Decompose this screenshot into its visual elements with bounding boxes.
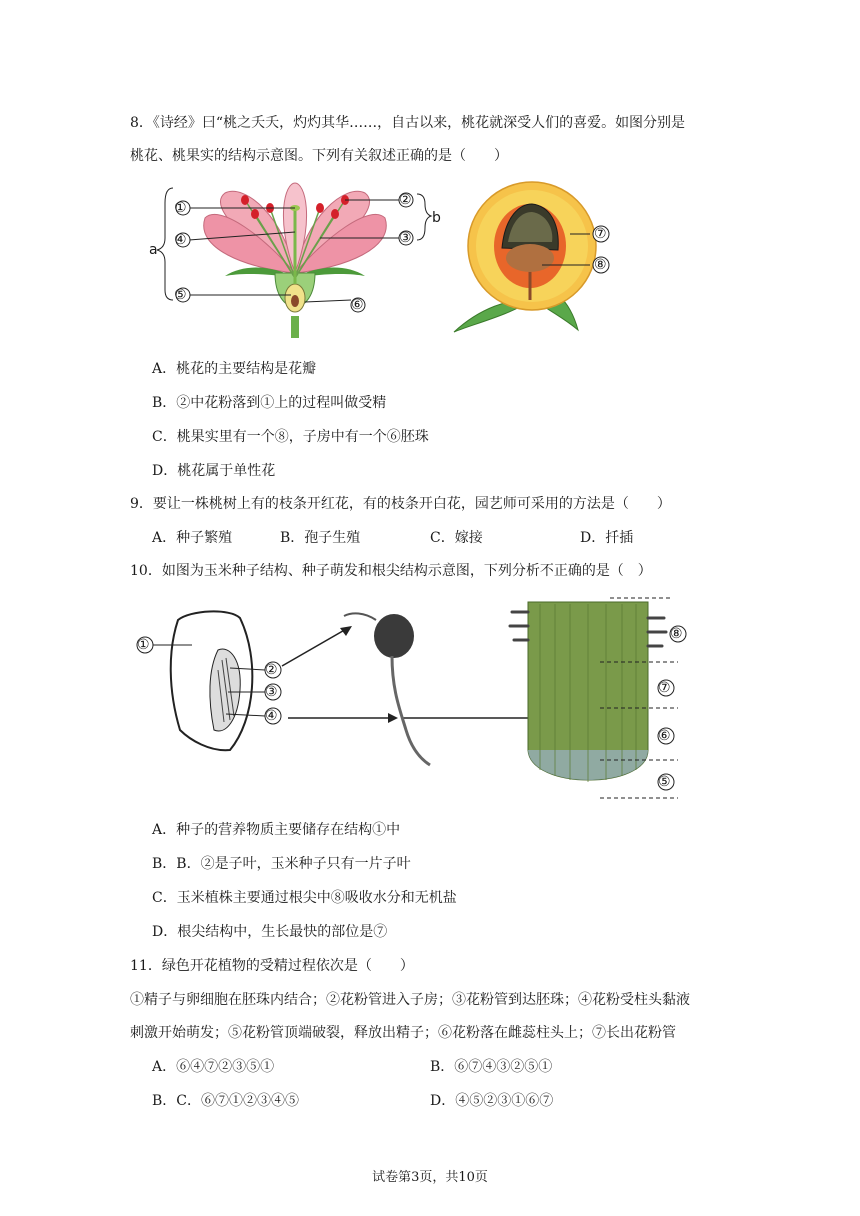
seed-label-2: ② xyxy=(265,662,278,678)
fruit-label-7: ⑦ xyxy=(594,226,607,242)
q11-option-c[interactable]: B．C．⑥⑦①②③④⑤ xyxy=(152,1093,299,1109)
q8-option-d[interactable]: D．桃花属于单性花 xyxy=(152,463,276,479)
q10-stem: 10．如图为玉米种子结构、种子萌发和根尖结构示意图，下列分析不正确的是（ ） xyxy=(130,563,652,579)
flower-label-3: ③ xyxy=(399,230,412,246)
q10-option-a[interactable]: A．种子的营养物质主要储存在结构①中 xyxy=(152,822,401,838)
flower-label-b: b xyxy=(432,210,441,226)
q8-option-c[interactable]: C．桃果实里有一个⑧，子房中有一个⑥胚珠 xyxy=(152,429,429,445)
flower-label-6: ⑥ xyxy=(351,297,364,313)
root-label-5: ⑤ xyxy=(658,774,671,790)
q11-option-a[interactable]: A．⑥④⑦②③⑤① xyxy=(152,1059,275,1075)
q10-option-d[interactable]: D．根尖结构中，生长最快的部位是⑦ xyxy=(152,924,388,940)
corn-seed-root-diagram xyxy=(130,590,700,810)
q11-stem: 11．绿色开花植物的受精过程依次是（ ） xyxy=(130,958,414,974)
q8-option-a[interactable]: A．桃花的主要结构是花瓣 xyxy=(152,361,317,377)
q11-option-b[interactable]: B．⑥⑦④③②⑤① xyxy=(430,1059,553,1075)
fruit-label-8: ⑧ xyxy=(594,257,607,273)
flower-label-5: ⑤ xyxy=(174,287,187,303)
peach-flower-diagram xyxy=(145,178,435,340)
flower-label-a: a xyxy=(149,242,158,258)
q11-option-d[interactable]: D．④⑤②③①⑥⑦ xyxy=(430,1093,554,1109)
flower-label-2: ② xyxy=(399,192,412,208)
q8-stem-line2: 桃花、桃果实的结构示意图。下列有关叙述正确的是（ ） xyxy=(130,148,508,164)
q10-option-b[interactable]: B．B．②是子叶，玉米种子只有一片子叶 xyxy=(152,856,411,872)
seed-label-1: ① xyxy=(137,637,150,653)
q8-option-b[interactable]: B．②中花粉落到①上的过程叫做受精 xyxy=(152,395,387,411)
seed-label-3: ③ xyxy=(265,684,278,700)
q9-option-d[interactable]: D．扦插 xyxy=(580,530,634,546)
page-footer: 试卷第3页，共10页 xyxy=(372,1170,488,1185)
root-label-6: ⑥ xyxy=(658,728,671,744)
q9-option-c[interactable]: C．嫁接 xyxy=(430,530,483,546)
flower-label-1: ① xyxy=(174,200,187,216)
flower-label-4: ④ xyxy=(174,232,187,248)
q9-stem: 9．要让一株桃树上有的枝条开红花，有的枝条开白花，园艺师可采用的方法是（ ） xyxy=(130,496,671,512)
root-label-8: ⑧ xyxy=(670,626,683,642)
q9-option-a[interactable]: A．种子繁殖 xyxy=(152,530,233,546)
seed-label-4: ④ xyxy=(265,708,278,724)
q8-stem-line1: 8．《诗经》曰“桃之夭夭，灼灼其华……，自古以来，桃花就深受人们的喜爱。如图分别是 xyxy=(130,115,686,131)
q11-steps-line2: 刺激开始萌发；⑤花粉管顶端破裂，释放出精子；⑥花粉落在雌蕊柱头上；⑦长出花粉管 xyxy=(130,1025,676,1041)
root-label-7: ⑦ xyxy=(658,680,671,696)
q9-option-b[interactable]: B．孢子生殖 xyxy=(280,530,361,546)
q10-option-c[interactable]: C．玉米植株主要通过根尖中⑧吸收水分和无机盐 xyxy=(152,890,457,906)
q11-steps-line1: ①精子与卵细胞在胚珠内结合；②花粉管进入子房；③花粉管到达胚珠；④花粉受柱头黏液 xyxy=(130,992,690,1008)
